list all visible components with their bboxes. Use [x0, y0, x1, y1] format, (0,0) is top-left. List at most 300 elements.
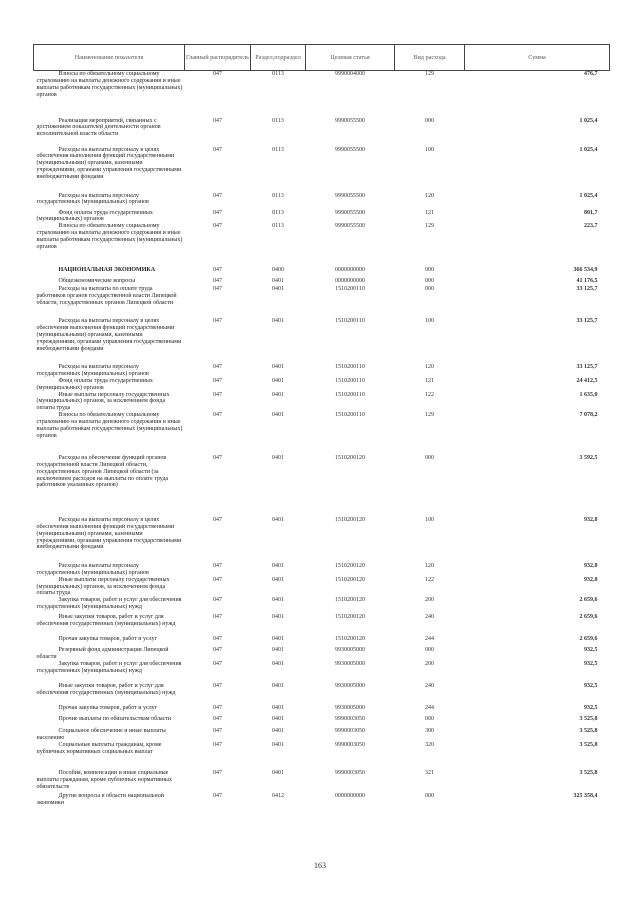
row-admin: 047 [213, 377, 222, 384]
row-admin: 047 [213, 614, 222, 621]
row-type-cell [395, 597, 465, 614]
row-name: Взносы по обязательному социальному страхованию на выплаты денежного содержания и иные выплаты работникам государственных (муниципальных) органов [36, 412, 183, 439]
row-article-cell [306, 683, 395, 705]
row-article-cell [306, 661, 395, 683]
row-article: 9930005000 [335, 647, 365, 654]
row-section-cell [251, 364, 306, 378]
row-admin-cell [185, 312, 251, 364]
table-row [34, 765, 610, 793]
row-article: 9930005000 [335, 683, 365, 689]
row-name-cell [34, 312, 185, 364]
row-type-cell [395, 636, 465, 647]
row-type-cell [395, 765, 465, 793]
row-admin-cell [185, 103, 251, 147]
row-admin: 047 [213, 597, 222, 604]
row-type: 000 [425, 267, 434, 274]
row-article: 1510200120 [335, 517, 365, 524]
row-section-cell [251, 147, 306, 193]
row-section: 0401 [272, 377, 284, 384]
row-name: Закупка товаров, работ и услуг для обеспечения государственных (муниципальных) нужд [36, 661, 182, 674]
row-sum-cell [465, 742, 610, 765]
table-row [34, 614, 610, 636]
row-name: Пособия, компенсации и иные социальные выплаты гражданам, кроме публичных нормативных обязательств [36, 770, 172, 790]
row-sum: 2 659,6 [579, 636, 598, 643]
row-sum-cell [465, 683, 610, 705]
row-article: 1510200110 [335, 318, 365, 325]
row-sum-cell [465, 614, 610, 636]
budget-table-sheet [33, 44, 609, 815]
row-article-cell [306, 312, 395, 364]
row-sum-cell [465, 728, 610, 742]
row-admin: 047 [213, 71, 222, 77]
row-article: 1510200110 [335, 391, 365, 398]
row-name: Реализация мероприятий, связанных с достижением показателей деятельности органов исполнительной власти области [36, 117, 161, 138]
row-article-cell [306, 71, 395, 103]
row-admin-cell [185, 254, 251, 278]
row-sum-cell [465, 103, 610, 147]
row-article: 9990055500 [335, 117, 365, 124]
row-type: 240 [425, 614, 434, 621]
row-type-cell [395, 278, 465, 286]
row-sum-cell [465, 193, 610, 210]
row-section: 0401 [272, 705, 284, 711]
budget-table [33, 44, 610, 815]
row-admin: 047 [213, 223, 222, 230]
row-type-cell [395, 412, 465, 444]
row-article-cell [306, 364, 395, 378]
row-article-cell [306, 412, 395, 444]
row-type: 200 [425, 597, 434, 604]
row-section: 0113 [272, 71, 284, 77]
row-section: 0401 [272, 563, 284, 570]
row-type-cell [395, 71, 465, 103]
row-section-cell [251, 705, 306, 716]
row-admin: 047 [213, 209, 222, 216]
row-sum-cell [465, 597, 610, 614]
row-name-cell [34, 392, 185, 413]
row-sum: 24 412,5 [576, 377, 598, 384]
row-article-cell [306, 286, 395, 312]
row-section: 0400 [272, 267, 284, 274]
row-name-cell [34, 278, 185, 286]
row-sum: 41 176,5 [576, 278, 598, 285]
row-sum-cell [465, 278, 610, 286]
row-type-cell [395, 647, 465, 661]
table-row [34, 577, 610, 598]
row-admin: 047 [213, 391, 222, 398]
row-admin: 047 [213, 683, 222, 689]
row-admin-cell [185, 286, 251, 312]
row-section: 0113 [272, 223, 284, 230]
col-header-name: Наименование показателя [34, 45, 185, 71]
row-type: 200 [425, 661, 434, 667]
row-article-cell [306, 563, 395, 577]
row-name-cell [34, 705, 185, 716]
row-sum: 325 358,4 [573, 793, 598, 799]
row-article-cell [306, 210, 395, 224]
row-sum-cell [465, 286, 610, 312]
row-article: 1510200110 [335, 364, 365, 371]
row-section-cell [251, 647, 306, 661]
row-article-cell [306, 444, 395, 503]
row-admin-cell [185, 412, 251, 444]
row-article: 1510200110 [335, 412, 365, 419]
row-sum-cell [465, 705, 610, 716]
row-article: 1510200110 [335, 377, 365, 384]
row-type-cell [395, 683, 465, 705]
row-type-cell [395, 705, 465, 716]
row-type-cell [395, 563, 465, 577]
row-name: Расходы на выплаты персоналу в целях обеспечения выполнения функций государственными (муниципальными) органами, казенными учреждениями, органами управления государственными внебюджетными фондами [36, 318, 182, 352]
table-row [34, 223, 610, 254]
row-name-cell [34, 614, 185, 636]
row-sum-cell [465, 312, 610, 364]
table-row [34, 378, 610, 392]
row-article-cell [306, 577, 395, 598]
row-name: Расходы на выплаты персоналу в целях обеспечения выполнения функций государственными (муниципальными) органами, казенными учреждениями, органами управления государственными внебюджетными фондами [36, 146, 182, 180]
row-article-cell [306, 728, 395, 742]
row-name: Расходы на выплаты персоналу государственных (муниципальных) органов [36, 364, 149, 378]
row-admin-cell [185, 597, 251, 614]
table-row [34, 597, 610, 614]
row-article-cell [306, 378, 395, 392]
row-article-cell [306, 716, 395, 728]
row-section-cell [251, 577, 306, 598]
row-type-cell [395, 286, 465, 312]
row-article: 9990055500 [335, 146, 365, 153]
row-section: 0401 [272, 286, 284, 293]
row-type: 244 [425, 636, 434, 643]
row-name: Расходы на выплаты по оплате труда работников органов государственной власти Липецкой области, государственных органов Липецкой области [36, 286, 177, 306]
row-name: Социальное обеспечение и иные выплаты населению [36, 728, 166, 741]
row-type-cell [395, 378, 465, 392]
row-admin: 047 [213, 455, 222, 462]
row-section: 0113 [272, 146, 284, 153]
row-admin: 047 [213, 636, 222, 643]
row-admin-cell [185, 728, 251, 742]
col-header-type: Вид расхода [395, 45, 465, 71]
row-type: 320 [425, 742, 434, 748]
row-section-cell [251, 765, 306, 793]
row-section-cell [251, 286, 306, 312]
row-section-cell [251, 742, 306, 765]
row-name: Иные выплаты персоналу государственных (муниципальных) органов, за исключением фонда оплаты труда [36, 576, 170, 597]
row-section: 0401 [272, 455, 284, 462]
row-type: 000 [425, 793, 434, 799]
row-admin: 047 [213, 742, 222, 748]
table-row [34, 193, 610, 210]
row-sum: 932,5 [584, 647, 598, 654]
row-sum-cell [465, 563, 610, 577]
row-article: 9930005000 [335, 705, 365, 711]
row-section-cell [251, 392, 306, 413]
row-sum-cell [465, 661, 610, 683]
row-name-cell [34, 412, 185, 444]
row-name-cell [34, 716, 185, 728]
row-admin: 047 [213, 192, 222, 199]
table-row [34, 705, 610, 716]
row-article-cell [306, 278, 395, 286]
row-article: 0000000000 [335, 793, 365, 799]
row-section-cell [251, 563, 306, 577]
table-row [34, 312, 610, 364]
row-admin-cell [185, 278, 251, 286]
row-name: Фонд оплаты труда государственных (муниципальных) органов [36, 377, 153, 391]
row-name: Расходы на выплаты персоналу государственных (муниципальных) органов [36, 563, 149, 576]
row-type: 000 [425, 455, 434, 462]
row-section: 0401 [272, 661, 284, 667]
row-article: 9990003050 [335, 770, 365, 776]
row-sum: 1 025,4 [579, 117, 598, 124]
row-article: 1510200120 [335, 597, 365, 604]
row-name: Иные закупки товаров, работ и услуг для обеспечения государственных (муниципальных) нужд [36, 614, 176, 628]
row-section-cell [251, 193, 306, 210]
row-section: 0401 [272, 318, 284, 325]
row-admin-cell [185, 392, 251, 413]
row-article-cell [306, 614, 395, 636]
row-name-cell [34, 683, 185, 705]
row-admin-cell [185, 647, 251, 661]
row-sum: 3 525,8 [579, 742, 598, 748]
table-row [34, 103, 610, 147]
row-section-cell [251, 223, 306, 254]
row-type: 000 [425, 117, 434, 124]
row-type-cell [395, 312, 465, 364]
row-type: 000 [425, 647, 434, 654]
table-row [34, 647, 610, 661]
row-admin-cell [185, 223, 251, 254]
row-admin: 047 [213, 770, 222, 776]
row-admin: 047 [213, 318, 222, 325]
row-admin: 047 [213, 286, 222, 293]
row-type: 000 [425, 278, 434, 285]
row-article: 9990003050 [335, 728, 365, 734]
row-article-cell [306, 636, 395, 647]
row-article: 0000000000 [335, 278, 365, 285]
row-sum-cell [465, 765, 610, 793]
row-sum: 1 025,4 [579, 146, 598, 153]
row-type: 100 [425, 146, 434, 153]
row-type-cell [395, 392, 465, 413]
row-sum-cell [465, 364, 610, 378]
row-admin-cell [185, 378, 251, 392]
row-type-cell [395, 210, 465, 224]
row-admin-cell [185, 614, 251, 636]
row-name: Другие вопросы в области национальной экономики [36, 793, 164, 806]
row-section: 0401 [272, 517, 284, 524]
row-section: 0401 [272, 647, 284, 654]
row-article-cell [306, 147, 395, 193]
row-admin: 047 [213, 364, 222, 371]
col-header-admin: Главный распорядитель [185, 45, 251, 71]
row-admin-cell [185, 71, 251, 103]
row-sum-cell [465, 412, 610, 444]
row-name: Иные закупки товаров, работ и услуг для обеспечения государственных (муниципальных) нужд [36, 683, 176, 696]
row-name-cell [34, 254, 185, 278]
row-type: 122 [425, 576, 434, 583]
row-section: 0412 [272, 793, 284, 799]
row-section: 0401 [272, 770, 284, 776]
row-type: 122 [425, 391, 434, 398]
row-admin-cell [185, 577, 251, 598]
row-article: 9990055500 [335, 192, 365, 199]
row-admin-cell [185, 716, 251, 728]
row-section: 0401 [272, 597, 284, 604]
table-row [34, 683, 610, 705]
row-admin-cell [185, 444, 251, 503]
row-section-cell [251, 716, 306, 728]
row-admin-cell [185, 636, 251, 647]
row-article: 1510200120 [335, 576, 365, 583]
row-section-cell [251, 254, 306, 278]
row-name: Социальные выплаты гражданам, кроме публичных нормативных социальных выплат [36, 742, 162, 755]
row-sum-cell [465, 223, 610, 254]
row-section: 0401 [272, 636, 284, 643]
row-section-cell [251, 793, 306, 815]
row-sum: 366 534,9 [573, 267, 598, 274]
row-admin-cell [185, 683, 251, 705]
row-name-cell [34, 210, 185, 224]
table-row [34, 742, 610, 765]
row-type: 120 [425, 192, 434, 199]
row-admin: 047 [213, 647, 222, 654]
row-admin-cell [185, 705, 251, 716]
row-admin: 047 [213, 517, 222, 524]
row-sum: 33 125,7 [576, 318, 598, 325]
row-name-cell [34, 577, 185, 598]
row-name-cell [34, 742, 185, 765]
row-section-cell [251, 636, 306, 647]
row-name: НАЦИОНАЛЬНАЯ ЭКОНОМИКА [58, 267, 156, 274]
row-name-cell [34, 71, 185, 103]
row-admin-cell [185, 147, 251, 193]
row-admin: 047 [213, 412, 222, 419]
row-name-cell [34, 103, 185, 147]
row-type: 129 [425, 223, 434, 230]
row-article: 9990004000 [335, 71, 365, 77]
row-section: 0401 [272, 412, 284, 419]
row-sum-cell [465, 647, 610, 661]
row-section-cell [251, 103, 306, 147]
row-section: 0401 [272, 364, 284, 371]
row-article-cell [306, 705, 395, 716]
row-sum: 801,7 [584, 209, 598, 216]
row-sum: 1 025,4 [579, 192, 598, 199]
row-admin-cell [185, 765, 251, 793]
row-section-cell [251, 614, 306, 636]
table-row [34, 286, 610, 312]
row-name: Расходы на обеспечение функций органов государственной власти Липецкой области, государственных органов Липецкой области (за исключением расходов на выплаты по оплате труда работников указанных органов) [36, 455, 169, 489]
row-section-cell [251, 728, 306, 742]
row-sum-cell [465, 793, 610, 815]
row-name-cell [34, 147, 185, 193]
row-sum-cell [465, 378, 610, 392]
row-name: Общеэкономические вопросы [58, 278, 136, 285]
table-row [34, 392, 610, 413]
row-admin: 047 [213, 563, 222, 570]
row-type-cell [395, 103, 465, 147]
row-sum-cell [465, 392, 610, 413]
row-type-cell [395, 503, 465, 563]
row-type-cell [395, 193, 465, 210]
row-type: 000 [425, 286, 434, 293]
table-row [34, 254, 610, 278]
row-sum: 932,8 [584, 563, 598, 570]
row-sum-cell [465, 444, 610, 503]
row-sum: 3 525,8 [579, 728, 598, 734]
table-row [34, 147, 610, 193]
row-sum-cell [465, 254, 610, 278]
row-name-cell [34, 444, 185, 503]
row-admin: 047 [213, 661, 222, 667]
row-section: 0401 [272, 278, 284, 285]
row-name: Расходы на выплаты персоналу в целях обеспечения выполнения функций государственными (муниципальными) органами, казенными учреждениями, органами управления государственными внебюджетными фондами [36, 517, 182, 551]
row-article-cell [306, 392, 395, 413]
table-row [34, 661, 610, 683]
table-row [34, 444, 610, 503]
row-article: 1510200120 [335, 563, 365, 570]
table-row [34, 563, 610, 577]
row-name: Расходы на выплаты персоналу государственных (муниципальных) органов [36, 192, 149, 206]
row-sum: 7 078,2 [579, 412, 598, 419]
row-article-cell [306, 742, 395, 765]
row-section: 0401 [272, 683, 284, 689]
col-header-sum: Сумма [465, 45, 610, 71]
row-section: 0401 [272, 716, 284, 722]
row-type: 120 [425, 364, 434, 371]
row-type-cell [395, 728, 465, 742]
row-section-cell [251, 312, 306, 364]
row-article-cell [306, 793, 395, 815]
row-admin-cell [185, 563, 251, 577]
row-article: 1510200120 [335, 614, 365, 621]
table-row [34, 636, 610, 647]
row-type: 100 [425, 318, 434, 325]
row-article: 9990003050 [335, 742, 365, 748]
row-admin: 047 [213, 576, 222, 583]
row-name: Прочая закупка товаров, работ и услуг [58, 636, 158, 643]
row-section-cell [251, 683, 306, 705]
row-type-cell [395, 254, 465, 278]
row-article-cell [306, 193, 395, 210]
row-name: Резервный фонд администрации Липецкой области [36, 647, 169, 661]
row-sum: 932,5 [584, 661, 598, 667]
row-admin: 047 [213, 267, 222, 274]
row-name: Иные выплаты персоналу государственных (муниципальных) органов, за исключением фонда оплаты труда [36, 391, 170, 412]
row-type: 300 [425, 728, 434, 734]
row-section: 0113 [272, 192, 284, 199]
row-name: Взносы по обязательному социальному страхованию на выплаты денежного содержания и иные выплаты работникам государственных (муниципальных) органов [36, 71, 183, 98]
row-sum: 3 525,8 [579, 716, 598, 722]
row-name-cell [34, 647, 185, 661]
row-section-cell [251, 378, 306, 392]
row-type-cell [395, 147, 465, 193]
row-type: 240 [425, 683, 434, 689]
row-sum: 223,7 [584, 223, 598, 230]
row-admin-cell [185, 193, 251, 210]
row-section-cell [251, 210, 306, 224]
row-section: 0401 [272, 576, 284, 583]
row-admin-cell [185, 742, 251, 765]
row-type-cell [395, 223, 465, 254]
row-article-cell [306, 597, 395, 614]
row-admin-cell [185, 503, 251, 563]
row-type-cell [395, 793, 465, 815]
row-sum: 33 125,7 [576, 286, 598, 293]
row-sum: 932,8 [584, 517, 598, 524]
row-admin: 047 [213, 705, 222, 711]
row-article: 1510200110 [335, 286, 365, 293]
